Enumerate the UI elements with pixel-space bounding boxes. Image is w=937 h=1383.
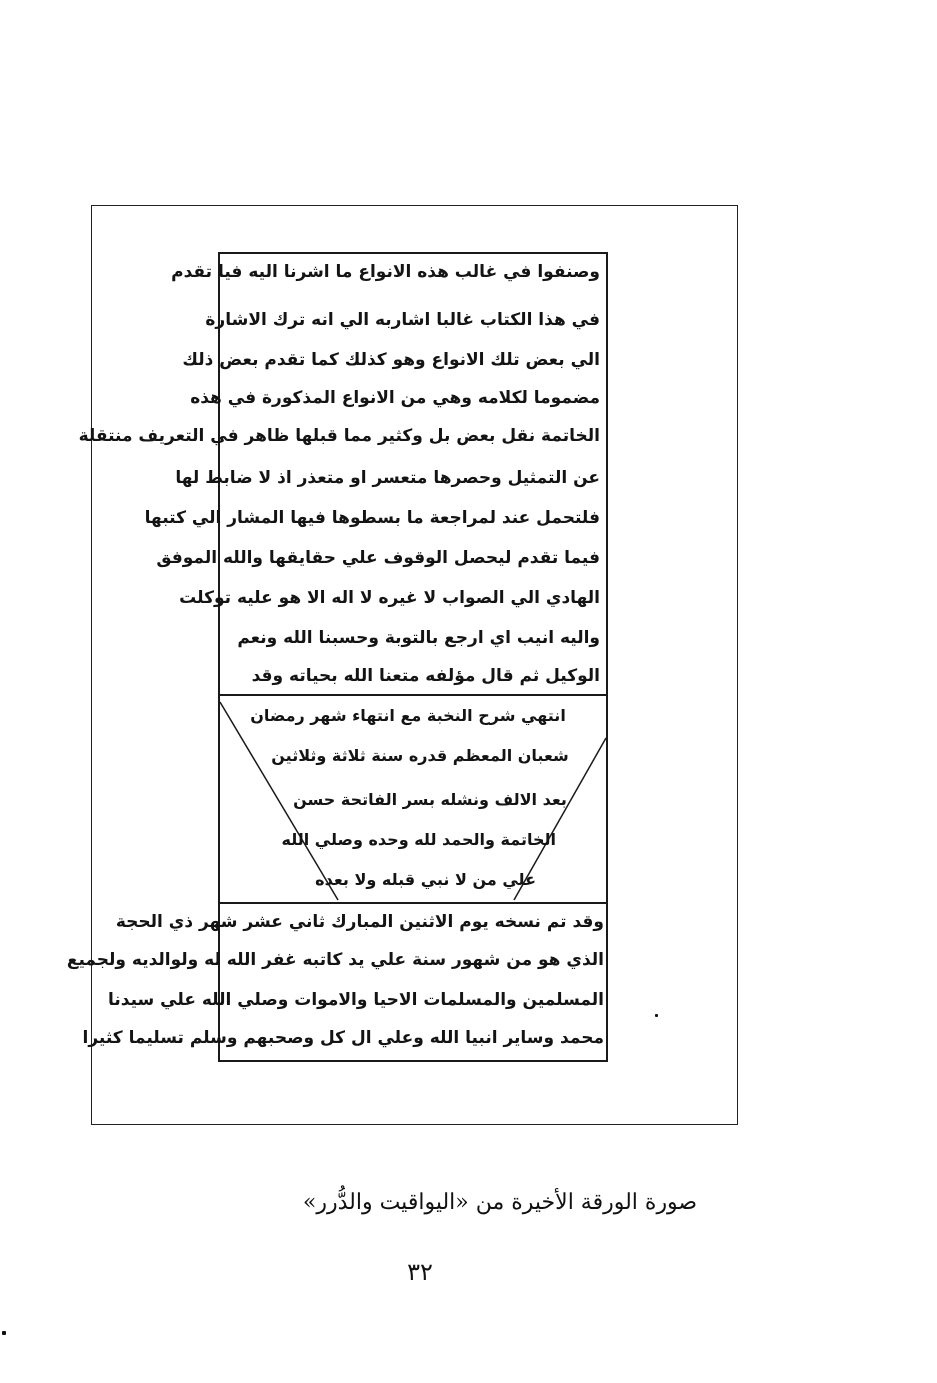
manuscript-line: فلتحمل عند لمراجعة ما بسطوها فيها المشار الي كتبها: [144, 508, 600, 528]
manuscript-line: الهادي الي الصواب لا غيره لا اله الا هو عليه توكلت: [179, 588, 600, 608]
colophon-line: انتهي شرح النخبة مع انتهاء شهر رمضان: [250, 706, 566, 725]
page-number: ٣٢: [407, 1258, 433, 1286]
manuscript-page: [66, 252, 608, 1062]
colophon-line: شعبان المعظم قدره سنة ثلاثة وثلاثين: [271, 746, 569, 765]
manuscript-line: واليه انيب اي ارجع بالتوبة وحسبنا الله ونعم: [237, 628, 600, 648]
closing-line: المسلمين والمسلمات الاحيا والاموات وصلي الله علي سيدنا: [108, 990, 604, 1010]
scan-speck: [655, 1014, 658, 1017]
manuscript-line: في هذا الكتاب غالبا اشاربه الي انه ترك الاشارة: [205, 310, 600, 330]
manuscript-line: الي بعض تلك الانواع وهو كذلك كما تقدم بعض ذلك: [182, 350, 600, 370]
closing-line: محمد وساير انبيا الله وعلي ال كل وصحبهم وسلم تسليما كثيرا: [82, 1028, 604, 1048]
figure-caption: صورة الورقة الأخيرة من «اليواقيت والدُّرر»: [302, 1190, 698, 1215]
scan-speck: [2, 1331, 6, 1335]
closing-line: وقد تم نسخه يوم الاثنين المبارك ثاني عشر شهر ذي الحجة: [115, 912, 604, 932]
manuscript-line: وصنفوا في غالب هذه الانواع ما اشرنا اليه فيا تقدم: [171, 262, 600, 282]
colophon-line: علي من لا نبي قبله ولا بعده: [315, 870, 536, 889]
closing-line: الذي هو من شهور سنة علي يد كاتبه غفر الله له ولوالديه ولجميع: [66, 950, 604, 970]
manuscript-line: الوكيل ثم قال مؤلفه متعنا الله بحياته وقد: [251, 666, 600, 686]
manuscript-line: عن التمثيل وحصرها متعسر او متعذر اذ لا ضابط لها: [175, 468, 600, 488]
colophon-line: الخاتمة والحمد لله وحده وصلي الله: [281, 830, 556, 849]
manuscript-line: مضموما لكلامه وهي من الانواع المذكورة في هذه: [190, 388, 600, 408]
colophon-line: بعد الالف ونشله بسر الفاتحة حسن: [293, 790, 567, 809]
manuscript-line: فيما تقدم ليحصل الوقوف علي حقايقها والله الموفق: [156, 548, 600, 568]
manuscript-line: الخاتمة نقل بعض بل وكثير مما قبلها ظاهر في التعريف منتقلة: [78, 426, 600, 446]
